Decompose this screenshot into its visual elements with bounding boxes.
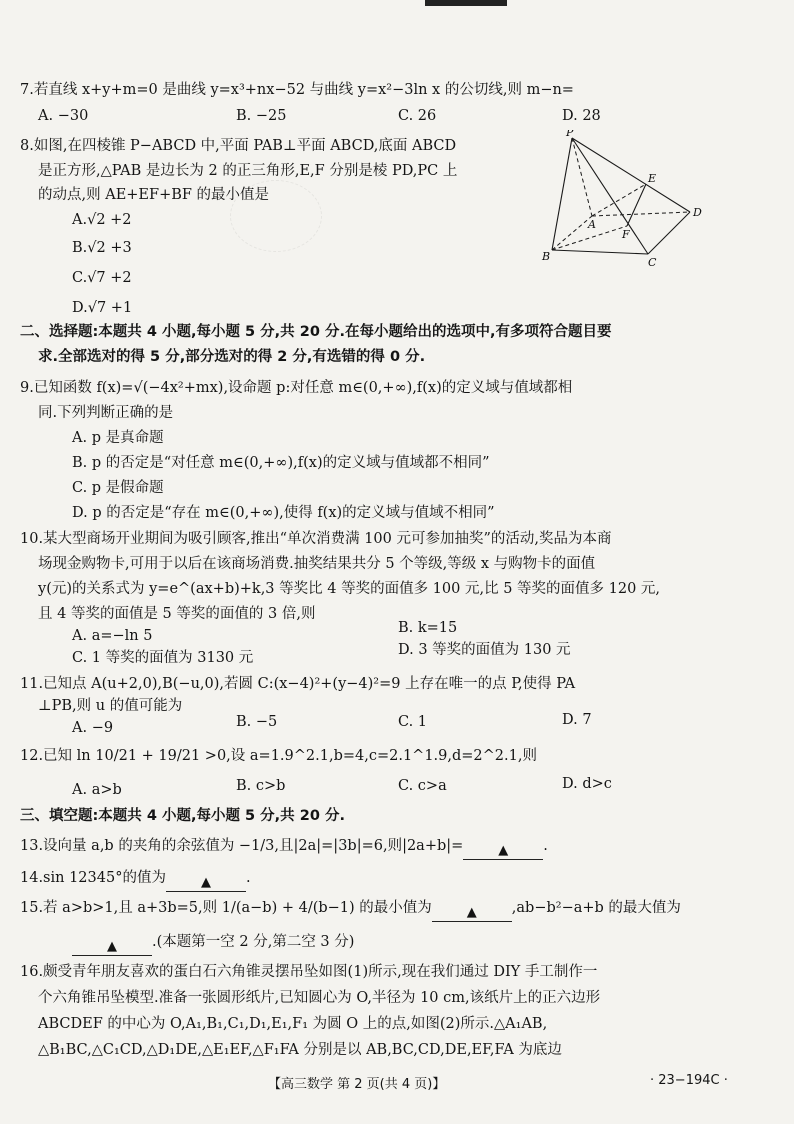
q12-option-b: B. c>b: [236, 778, 286, 794]
q8-option-a: A.√2 +2: [72, 212, 132, 228]
q13-end: .: [543, 838, 548, 854]
q7-option-a: A. −30: [38, 108, 89, 124]
q16-stem-line2: 个六角锥吊坠模型.准备一张圆形纸片,已知圆心为 O,半径为 10 cm,该纸片上的正六边形: [38, 990, 601, 1006]
q10-stem-line3: y(元)的关系式为 y=e^(ax+b)+k,3 等奖比 4 等奖的面值多 100 元,比 5 等奖的面值多 120 元,: [38, 581, 661, 597]
q16-stem-line3: ABCDEF 的中心为 O,A₁,B₁,C₁,D₁,E₁,F₁ 为圆 O 上的点,如图(2)所示.△A₁AB,: [38, 1016, 548, 1032]
q8-option-d: D.√7 +1: [72, 300, 133, 316]
q8-option-c: C.√7 +2: [72, 270, 132, 286]
q15-answer-blank-2[interactable]: ▲: [72, 939, 152, 956]
q10-option-a: A. a=−ln 5: [72, 628, 153, 644]
q16-stem-line1: 16.颇受青年朋友喜欢的蛋白石六角锥灵摆吊坠如图(1)所示,现在我们通过 DIY 手工制作一: [20, 964, 598, 980]
q10-option-c: C. 1 等奖的面值为 3130 元: [72, 650, 254, 666]
top-edge-mark: [425, 0, 507, 6]
section2-heading-line2: 求.全部选对的得 5 分,部分选对的得 2 分,有选错的得 0 分.: [38, 349, 426, 365]
section3-heading: 三、填空题:本题共 4 小题,每小题 5 分,共 20 分.: [20, 808, 345, 824]
q12-option-d: D. d>c: [562, 776, 612, 792]
label-e: E: [648, 172, 657, 185]
document-code: · 23−194C ·: [650, 1073, 728, 1088]
q15-line2: [72, 932, 354, 956]
label-p: P: [566, 130, 574, 139]
q15-answer-blank-1[interactable]: ▲: [432, 905, 512, 922]
q7-option-b: B. −25: [236, 108, 287, 124]
q9-stem-line2: 同.下列判断正确的是: [38, 405, 174, 421]
q8-stem-line2: 是正方形,△PAB 是边长为 2 的正三角形,E,F 分别是棱 PD,PC 上: [38, 163, 458, 179]
label-f: F: [622, 228, 630, 241]
q9-stem-line1: 9.已知函数 f(x)=√(−4x²+mx),设命题 p:对任意 m∈(0,+∞),f(x)的定义域与值域都相: [20, 380, 573, 396]
q15-note: .(本题第一空 2 分,第二空 3 分): [152, 934, 355, 950]
q13-stem: 13.设向量 a,b 的夹角的余弦值为 −1/3,且|2a|=|3b|=6,则|2a+b|=: [20, 838, 464, 854]
label-c: C: [648, 256, 657, 269]
q10-stem-line4: 且 4 等奖的面值是 5 等奖的面值的 3 倍,则: [38, 606, 316, 622]
label-a: A: [588, 218, 596, 231]
q13-answer-blank[interactable]: ▲: [463, 843, 543, 860]
q9-option-a: A. p 是真命题: [72, 430, 164, 446]
q14-answer-blank[interactable]: ▲: [166, 875, 246, 892]
q9-option-b: B. p 的否定是“对任意 m∈(0,+∞),f(x)的定义域与值域都不相同”: [72, 455, 490, 471]
q12-option-a: A. a>b: [72, 782, 122, 798]
page-footer: 【高三数学 第 2 页(共 4 页)】: [268, 1077, 446, 1092]
q12-option-c: C. c>a: [398, 778, 447, 794]
q15-stem: 15.若 a>b>1,且 a+3b=5,则 1/(a−b) + 4/(b−1) 的最小值为: [20, 900, 432, 916]
q9-option-d: D. p 的否定是“存在 m∈(0,+∞),使得 f(x)的定义域与值域不相同”: [72, 505, 495, 521]
q11-option-c: C. 1: [398, 714, 428, 730]
q14-stem: 14.sin 12345°的值为: [20, 870, 166, 886]
q11-stem-line2: ⊥PB,则 u 的值可能为: [38, 698, 183, 714]
q11-option-d: D. 7: [562, 712, 592, 728]
q7-option-c: C. 26: [398, 108, 437, 124]
q16-stem-line4: △B₁BC,△C₁CD,△D₁DE,△E₁EF,△F₁FA 分别是以 AB,BC,CD,DE,EF,FA 为底边: [38, 1042, 562, 1058]
q12-stem: 12.已知 ln 10/21 + 19/21 >0,设 a=1.9^2.1,b=4,c=2.1^1.9,d=2^2.1,则: [20, 748, 537, 764]
label-d: D: [693, 206, 702, 219]
q9-option-c: C. p 是假命题: [72, 480, 164, 496]
q14-end: .: [245, 870, 251, 886]
q10-stem-line2: 场现金购物卡,可用于以后在该商场消费.抽奖结果共分 5 个等级,等级 x 与购物卡的面值: [38, 556, 596, 572]
pyramid-figure: [540, 130, 710, 270]
q8-stem-line1: 8.如图,在四棱锥 P−ABCD 中,平面 PAB⊥平面 ABCD,底面 ABCD: [20, 138, 457, 154]
q10-option-d: D. 3 等奖的面值为 130 元: [398, 642, 571, 658]
q14-line: [20, 868, 251, 892]
section2-heading-line1: 二、选择题:本题共 4 小题,每小题 5 分,共 20 分.在每小题给出的选项中,有多项符合题目要: [20, 324, 612, 340]
label-b: B: [542, 250, 551, 263]
q8-stem-line3: 的动点,则 AE+EF+BF 的最小值是: [38, 187, 270, 203]
q11-stem-line1: 11.已知点 A(u+2,0),B(−u,0),若圆 C:(x−4)²+(y−4)²=9 上存在唯一的点 P,使得 PA: [20, 676, 576, 692]
q10-option-b: B. k=15: [398, 620, 458, 636]
q15-line1: [20, 898, 681, 922]
q7-stem: 7.若直线 x+y+m=0 是曲线 y=x³+nx−52 与曲线 y=x²−3ln x 的公切线,则 m−n=: [20, 82, 574, 98]
q15-mid: ,ab−b²−a+b 的最大值为: [511, 900, 681, 916]
q11-option-a: A. −9: [72, 720, 114, 736]
pyramid-diagram: [540, 130, 710, 270]
q13-line: [20, 836, 548, 860]
q8-option-b: B.√2 +3: [72, 240, 132, 256]
q7-option-d: D. 28: [562, 108, 601, 124]
q11-option-b: B. −5: [236, 714, 278, 730]
q10-stem-line1: 10.某大型商场开业期间为吸引顾客,推出“单次消费满 100 元可参加抽奖”的活动,奖品为本商: [20, 531, 612, 547]
